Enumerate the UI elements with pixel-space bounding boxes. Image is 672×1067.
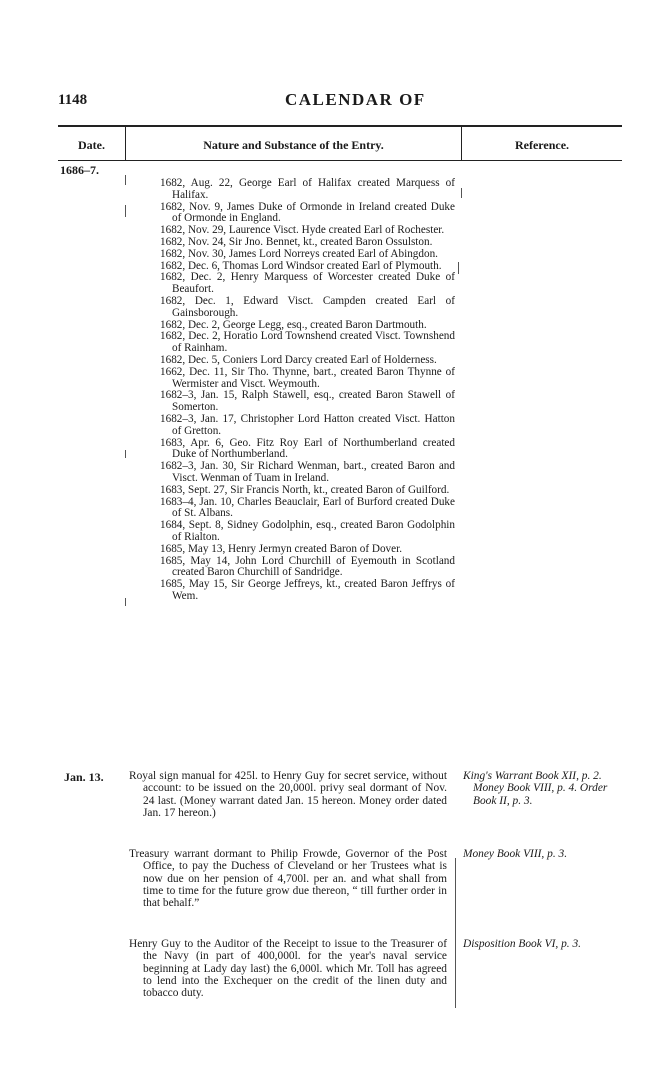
column-divider-right-fragment [458,262,459,274]
column-divider-left-fragment [125,175,126,185]
list-item: 1682, Nov. 24, Sir Jno. Bennet, kt., created Baron Ossulston. [160,235,433,248]
column-header-reference: Reference. [514,138,570,152]
list-item: 1682, Dec. 2, Henry Marquess of Worcester created Duke of Beaufort. [160,271,455,296]
list-item: 1662, Dec. 11, Sir Tho. Thynne, bart., created Baron Thynne of Wermister and Visct. Weymouth. [160,365,455,390]
table-top-rule [58,125,622,127]
list-item: 1682–3, Jan. 15, Ralph Stawell, esq., created Baron Stawell of Somerton. [160,389,455,414]
entry-date: Jan. 13. [64,770,104,784]
list-item: 1684, Sept. 8, Sidney Godolphin, esq., created Baron Godolphin of Rialton. [160,519,455,543]
list-item: 1682–3, Jan. 30, Sir Richard Wenman, bart., created Baron and Visct. Wenman of Tuam in Ireland. [160,460,455,484]
entry-reference: Money Book VIII, p. 3. [463,848,568,860]
entry-reference: Disposition Book VI, p. 3. [463,938,582,950]
entry-text: Treasury warrant dormant to Philip Frowde, Governor of the Post Office, to pay the Duchess of Cleveland or her Trustees what is now due on her pension of 4,700l. per an. and what shall from time to time for the future grow due thereon, “ till further order in that behalf.” [129,848,447,910]
column-divider-right-fragment [455,858,456,1008]
list-item: 1682, Nov. 29, Laurence Visct. Hyde created Earl of Rochester. [160,224,445,237]
list-item: 1682, Dec. 2, Horatio Lord Townshend created Visct. Townshend of Rainham. [160,330,455,355]
running-title: CALENDAR OF [285,90,426,109]
year-label: 1686–7. [60,163,99,177]
entry-text: Henry Guy to the Auditor of the Receipt to issue to the Treasurer of the Navy (in part of 400,000l. for the year's naval service beginning at Lady day last) the 6,000l. which Mr. Toll has agreed to lend into the Exchequer on the credit of the linen duty and tobacco duty. [129,938,447,1000]
column-divider-left-fragment [125,598,126,606]
list-item: 1682, Dec. 2, George Legg, esq., created Baron Dartmouth. [160,318,427,331]
list-item: 1685, May 14, John Lord Churchill of Eyemouth in Scotland created Baron Churchill of Sandridge. [160,554,455,579]
column-header-nature: Nature and Substance of the Entry. [203,138,384,152]
entry-text: Royal sign manual for 425l. to Henry Guy for secret service, without account: to be issued on the 20,000l. privy seal dormant of Nov. 24 last. (Money warrant dated Jan. 15 hereon. Money order dated Jan. 17 hereon.) [129,770,447,819]
list-item: 1683, Sept. 27, Sir Francis North, kt., created Baron of Guilford. [160,483,450,496]
list-item: 1682–3, Jan. 17, Christopher Lord Hatton created Visct. Hatton of Gretton. [160,412,455,437]
list-item: 1683, Apr. 6, Geo. Fitz Roy Earl of Northumberland created Duke of Northumberland. [160,436,455,461]
list-item: 1682, Dec. 6, Thomas Lord Windsor created Earl of Plymouth. [160,259,442,272]
page-number: 1148 [58,92,88,108]
list-item: 1682, Dec. 1, Edward Visct. Campden created Earl of Gainsborough. [160,294,455,319]
table-header-rule [58,160,622,161]
list-item: 1685, May 15, Sir George Jeffreys, kt., created Baron Jeffrys of Wem. [160,578,455,602]
list-item: 1682, Nov. 9, James Duke of Ormonde in Ireland created Duke of Ormonde in England. [160,200,455,225]
entry-reference: King's Warrant Book XII, p. 2. Money Book VIII, p. 4. Order Book II, p. 3. [463,770,608,807]
column-divider-left-fragment [125,205,126,217]
list-item: 1682, Dec. 5, Coniers Lord Darcy created Earl of Holderness. [160,353,437,366]
list-item: 1683–4, Jan. 10, Charles Beauclair, Earl of Burford created Duke of St. Albans. [160,495,455,520]
column-divider-left-fragment [125,450,126,458]
list-item: 1685, May 13, Henry Jermyn created Baron of Dover. [160,542,403,555]
list-item: 1682, Nov. 30, James Lord Norreys created Earl of Abingdon. [160,247,438,260]
column-divider-right-fragment [461,188,462,198]
creations-list [160,178,455,603]
list-item: 1682, Aug. 22, George Earl of Halifax created Marquess of Halifax. [160,177,455,201]
column-header-date: Date. [78,138,105,152]
